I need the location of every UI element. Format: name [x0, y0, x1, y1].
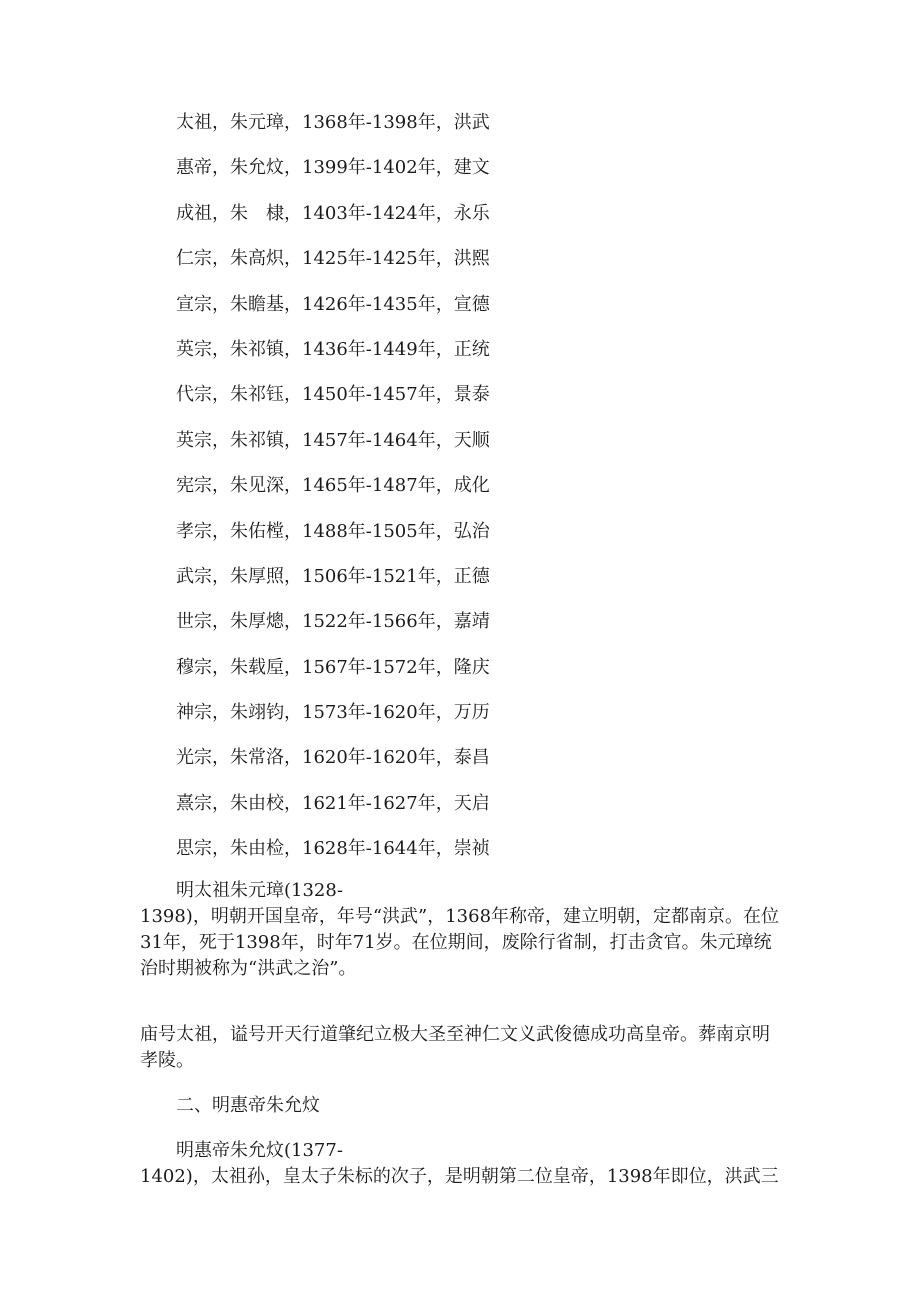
emperor-entry: 宣宗，朱瞻基，1426年-1435年，宣德: [176, 293, 490, 315]
huidi-intro-first-line: 明惠帝朱允炆(1377-: [176, 1140, 343, 1161]
emperor-entry: 仁宗，朱高炽，1425年-1425年，洪熙: [176, 248, 490, 270]
emperor-entry: 穆宗，朱载垕，1567年-1572年，隆庆: [176, 656, 490, 678]
taizu-intro-body: 1398)，明朝开国皇帝，年号“洪武”，1368年称帝，建立明朝，定都南京。在位31年，死于1398年，时年71岁。在位期间，废除行省制，打击贪官。朱元璋统治时期被称为“洪武之治”。: [140, 906, 780, 979]
huidi-intro-paragraph: [140, 1138, 780, 1190]
taizu-temple-paragraph: 庙号太祖，谥号开天行道肇纪立极大圣至神仁文义武俊德成功高皇帝。葬南京明孝陵。: [140, 1024, 770, 1071]
emperor-entry: 世宗，朱厚熜，1522年-1566年，嘉靖: [176, 611, 490, 633]
emperor-entry: 神宗，朱翊钧，1573年-1620年，万历: [176, 702, 490, 724]
emperor-entry: 太祖，朱元璋，1368年-1398年，洪武: [176, 112, 490, 133]
emperor-entry: 光宗，朱常洛，1620年-1620年，泰昌: [176, 747, 490, 769]
emperor-entry: 惠帝，朱允炆，1399年-1402年，建文: [176, 157, 490, 179]
taizu-intro-paragraph: [140, 878, 780, 982]
section-two-heading: 二、明惠帝朱允炆: [176, 1095, 320, 1116]
taizu-intro-first-line: 明太祖朱元璋(1328-: [176, 880, 343, 901]
emperor-entry: 思宗，朱由检，1628年-1644年，崇祯: [176, 838, 490, 860]
emperor-entry: 成祖，朱 棣，1403年-1424年，永乐: [176, 202, 490, 224]
emperor-entry: 代宗，朱祁钰，1450年-1457年，景泰: [176, 384, 490, 406]
emperor-entry: 孝宗，朱佑樘，1488年-1505年，弘治: [176, 520, 490, 542]
emperor-entry: 英宗，朱祁镇，1436年-1449年，正统: [176, 338, 490, 360]
huidi-intro-body: 1402)，太祖孙，皇太子朱标的次子，是明朝第二位皇帝，1398年即位，洪武三: [140, 1166, 779, 1187]
emperor-entry: 熹宗，朱由校，1621年-1627年，天启: [176, 792, 490, 814]
emperor-entry: 英宗，朱祁镇，1457年-1464年，天顺: [176, 429, 490, 451]
emperor-entry: 宪宗，朱见深，1465年-1487年，成化: [176, 475, 490, 497]
emperor-list: [176, 108, 490, 880]
emperor-entry: 武宗，朱厚照，1506年-1521年，正德: [176, 565, 490, 587]
